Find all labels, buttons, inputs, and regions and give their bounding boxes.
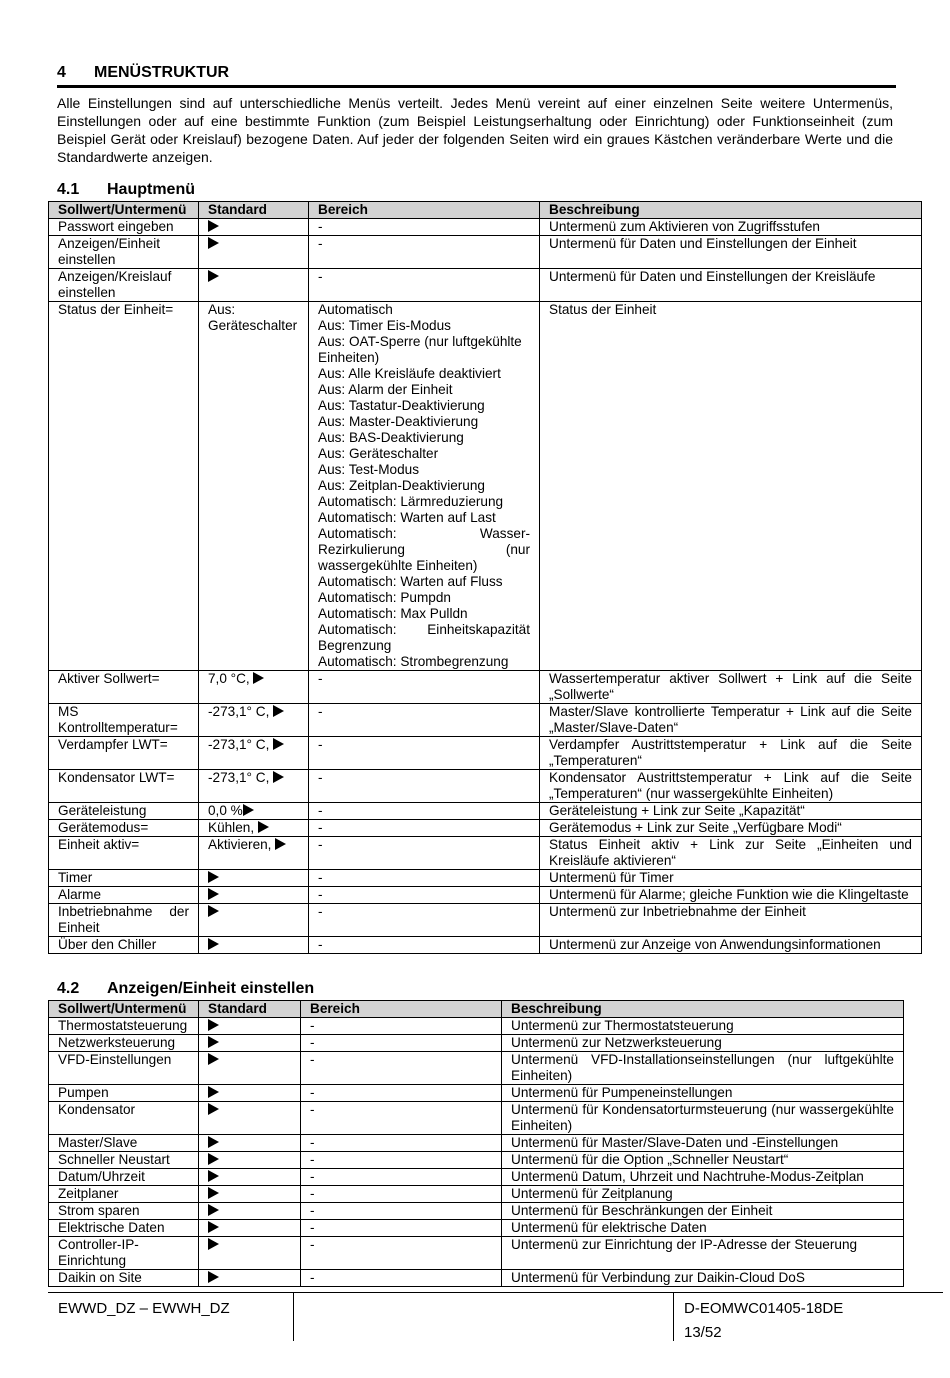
setting-name: Master/Slave xyxy=(49,1135,199,1152)
description: Untermenü für Pumpeneinstellungen xyxy=(502,1085,904,1102)
default-text: -273,1° C, xyxy=(208,770,274,785)
range-option: Automatisch: Einheitskapazität Begrenzung xyxy=(318,622,530,653)
table-row xyxy=(49,870,922,887)
table-row xyxy=(49,302,922,671)
range-value: - xyxy=(309,236,540,269)
default-value xyxy=(199,1270,301,1287)
range-value: - xyxy=(309,671,540,704)
table-row xyxy=(49,737,922,770)
setting-name: Strom sparen xyxy=(49,1203,199,1220)
range-option: Automatisch: Max Pulldn xyxy=(318,606,468,621)
table-row xyxy=(49,1152,904,1169)
setting-name: Über den Chiller xyxy=(49,937,199,954)
table-row xyxy=(49,269,922,302)
description: Gerätemodus + Link zur Seite „Verfügbare Modi“ xyxy=(540,820,922,837)
range-value: - xyxy=(301,1135,502,1152)
default-value xyxy=(199,904,309,937)
section-number: 4.1 xyxy=(57,181,80,198)
range-value: - xyxy=(309,219,540,236)
default-text: Aus: Geräteschalter xyxy=(208,302,298,333)
footer-page-number: 13/52 xyxy=(684,1324,722,1341)
setting-name: MS Kontrolltemperatur= xyxy=(49,704,199,737)
table-row xyxy=(49,1186,904,1203)
description: Untermenü für Beschränkungen der Einheit xyxy=(502,1203,904,1220)
description: Untermenü zum Aktivieren von Zugriffsstufen xyxy=(540,219,922,236)
description: Untermenü für Master/Slave-Daten und -Einstellungen xyxy=(502,1135,904,1152)
default-text: 7,0 °C, xyxy=(208,671,254,686)
range-option: Aus: Tastatur-Deaktivierung xyxy=(318,398,485,413)
table-row xyxy=(49,1270,904,1287)
section-title: Anzeigen/Einheit einstellen xyxy=(107,980,315,997)
default-value xyxy=(199,1102,301,1135)
default-value xyxy=(199,671,309,704)
col-header: Beschreibung xyxy=(540,202,922,219)
unit-settings-table xyxy=(48,1000,904,1287)
range-value: - xyxy=(301,1085,502,1102)
footer-divider xyxy=(673,1293,674,1341)
submenu-arrow-icon[interactable] xyxy=(208,1170,219,1182)
col-header: Sollwert/Untermenü xyxy=(49,1001,199,1018)
description: Untermenü zur Netzwerksteuerung xyxy=(502,1035,904,1052)
setting-name: Gerätemodus= xyxy=(49,820,199,837)
table-row xyxy=(49,671,922,704)
submenu-arrow-icon[interactable] xyxy=(258,821,269,833)
range-option: Aus: Test-Modus xyxy=(318,462,419,477)
description: Status Einheit aktiv + Link zur Seite „Einheiten und Kreisläufe aktivieren“ xyxy=(540,837,922,870)
setting-name: Aktiver Sollwert= xyxy=(49,671,199,704)
submenu-arrow-icon[interactable] xyxy=(208,220,219,232)
submenu-arrow-icon[interactable] xyxy=(208,905,219,917)
range-option: Aus: Geräteschalter xyxy=(318,446,439,461)
description: Untermenü für Timer xyxy=(540,870,922,887)
default-value xyxy=(199,1237,301,1270)
range-value: - xyxy=(309,904,540,937)
submenu-arrow-icon[interactable] xyxy=(208,1153,219,1165)
chapter-number: 4 xyxy=(57,64,66,81)
description: Untermenü für Zeitplanung xyxy=(502,1186,904,1203)
table-row xyxy=(49,1135,904,1152)
footer-model: EWWD_DZ – EWWH_DZ xyxy=(58,1300,230,1317)
table-row xyxy=(49,1102,904,1135)
submenu-arrow-icon[interactable] xyxy=(243,804,254,816)
submenu-arrow-icon[interactable] xyxy=(208,1036,219,1048)
range-value: - xyxy=(309,870,540,887)
range-option: Aus: Master-Deaktivierung xyxy=(318,414,479,429)
col-header: Standard xyxy=(199,202,309,219)
table-row xyxy=(49,887,922,904)
description: Untermenü zur Thermostatsteuerung xyxy=(502,1018,904,1035)
default-value xyxy=(199,236,309,269)
range-value: - xyxy=(301,1169,502,1186)
description: Untermenü für elektrische Daten xyxy=(502,1220,904,1237)
setting-name: Elektrische Daten xyxy=(49,1220,199,1237)
setting-name: Timer xyxy=(49,870,199,887)
description: Kondensator Austrittstemperatur + Link auf die Seite „Temperaturen“ (nur wassergekühlte Einheiten) xyxy=(540,770,922,803)
col-header: Bereich xyxy=(309,202,540,219)
setting-name: Inbetriebnahme der Einheit xyxy=(49,904,199,937)
description: Untermenü für Kondensatorturmsteuerung (nur wassergekühlte Einheiten) xyxy=(502,1102,904,1135)
table-row xyxy=(49,1018,904,1035)
table-row xyxy=(49,904,922,937)
submenu-arrow-icon[interactable] xyxy=(208,1086,219,1098)
range-value: - xyxy=(301,1270,502,1287)
default-value xyxy=(199,737,309,770)
default-text: Kühlen, xyxy=(208,820,258,835)
default-text: 0,0 % xyxy=(208,803,243,818)
description: Wassertemperatur aktiver Sollwert + Link auf die Seite „Sollwerte“ xyxy=(540,671,922,704)
submenu-arrow-icon[interactable] xyxy=(208,1019,219,1031)
description: Status der Einheit xyxy=(540,302,922,671)
range-option: Aus: OAT-Sperre (nur luftgekühlte Einheiten) xyxy=(318,334,522,365)
range-value: - xyxy=(301,1152,502,1169)
table-header-row xyxy=(49,1001,904,1018)
default-value xyxy=(199,1052,301,1085)
default-text: Aktivieren, xyxy=(208,837,276,852)
default-value xyxy=(199,302,309,671)
default-value xyxy=(199,704,309,737)
submenu-arrow-icon[interactable] xyxy=(208,1136,219,1148)
range-option: Aus: Timer Eis-Modus xyxy=(318,318,451,333)
submenu-arrow-icon[interactable] xyxy=(208,237,219,249)
submenu-arrow-icon[interactable] xyxy=(208,871,219,883)
default-value xyxy=(199,1152,301,1169)
range-value: - xyxy=(301,1035,502,1052)
table-row xyxy=(49,1035,904,1052)
submenu-arrow-icon[interactable] xyxy=(208,1204,219,1216)
default-text: -273,1° C, xyxy=(208,737,274,752)
range-value: - xyxy=(301,1052,502,1085)
default-value xyxy=(199,269,309,302)
table-row xyxy=(49,1085,904,1102)
default-value xyxy=(199,803,309,820)
table-row xyxy=(49,1169,904,1186)
range-option: Aus: BAS-Deaktivierung xyxy=(318,430,464,445)
range-option: Automatisch: Warten auf Last xyxy=(318,510,496,525)
submenu-arrow-icon[interactable] xyxy=(273,738,284,750)
default-value xyxy=(199,937,309,954)
range-value: - xyxy=(309,737,540,770)
col-header: Beschreibung xyxy=(502,1001,904,1018)
table-row xyxy=(49,1052,904,1085)
range-value: - xyxy=(309,803,540,820)
table-row xyxy=(49,1203,904,1220)
range-value: - xyxy=(309,887,540,904)
submenu-arrow-icon[interactable] xyxy=(208,1221,219,1233)
default-value xyxy=(199,1018,301,1035)
setting-name: Datum/Uhrzeit xyxy=(49,1169,199,1186)
setting-name: Controller-IP-Einrichtung xyxy=(49,1237,199,1270)
submenu-arrow-icon[interactable] xyxy=(273,705,284,717)
range-option: Aus: Alarm der Einheit xyxy=(318,382,453,397)
main-menu-table xyxy=(48,201,922,954)
page-footer xyxy=(48,1292,943,1343)
section-heading-4-1 xyxy=(57,181,195,199)
setting-name: Anzeigen/Einheit einstellen xyxy=(49,236,199,269)
default-value xyxy=(199,870,309,887)
submenu-arrow-icon[interactable] xyxy=(208,888,219,900)
range-value: - xyxy=(301,1102,502,1135)
range-value: - xyxy=(301,1237,502,1270)
description: Verdampfer Austrittstemperatur + Link auf die Seite „Temperaturen“ xyxy=(540,737,922,770)
setting-name: Pumpen xyxy=(49,1085,199,1102)
setting-name: Verdampfer LWT= xyxy=(49,737,199,770)
table-row xyxy=(49,820,922,837)
submenu-arrow-icon[interactable] xyxy=(208,1187,219,1199)
submenu-arrow-icon[interactable] xyxy=(208,938,219,950)
col-header: Sollwert/Untermenü xyxy=(49,202,199,219)
description: Untermenü VFD-Installationseinstellungen (nur luftgekühlte Einheiten) xyxy=(502,1052,904,1085)
intro-paragraph: Alle Einstellungen sind auf unterschiedliche Menüs verteilt. Jedes Menü vereint auf einer einzelnen Seite weitere Untermenüs, Einstellungen oder auf eine bestimmte Funktion (zum Beispiel Leistungserhaltung oder Einrichtung) oder Funktionseinheit (zum Beispiel Gerät oder Kreislauf) bezogene Daten. Auf jeder der folgenden Seiten wird ein graues Kästchen veränderbare Werte und die Standardwerte anzeigen. xyxy=(57,95,893,165)
range-value: - xyxy=(301,1186,502,1203)
range-value: - xyxy=(309,704,540,737)
table-row xyxy=(49,837,922,870)
table-row xyxy=(49,236,922,269)
default-text: -273,1° C, xyxy=(208,704,274,719)
setting-name: Kondensator LWT= xyxy=(49,770,199,803)
table-row xyxy=(49,1237,904,1270)
section-heading-4-2 xyxy=(57,980,314,998)
table-row xyxy=(49,1220,904,1237)
table-row xyxy=(49,937,922,954)
setting-name: Geräteleistung xyxy=(49,803,199,820)
description: Untermenü zur Inbetriebnahme der Einheit xyxy=(540,904,922,937)
range-value: - xyxy=(301,1018,502,1035)
range-option: Automatisch: Pumpdn xyxy=(318,590,451,605)
setting-name: Schneller Neustart xyxy=(49,1152,199,1169)
setting-name: Einheit aktiv= xyxy=(49,837,199,870)
description: Geräteleistung + Link zur Seite „Kapazität“ xyxy=(540,803,922,820)
range-option: Aus: Zeitplan-Deaktivierung xyxy=(318,478,485,493)
setting-name: Kondensator xyxy=(49,1102,199,1135)
chapter-heading xyxy=(57,64,896,88)
setting-name: Netzwerksteuerung xyxy=(49,1035,199,1052)
setting-name: Passwort eingeben xyxy=(49,219,199,236)
table-header-row xyxy=(49,202,922,219)
range-value: - xyxy=(301,1220,502,1237)
description: Untermenü für Alarme; gleiche Funktion wie die Klingeltaste xyxy=(540,887,922,904)
range-option: Aus: Alle Kreisläufe deaktiviert xyxy=(318,366,501,381)
range-value: - xyxy=(309,937,540,954)
range-option: Automatisch: Strombegrenzung xyxy=(318,654,509,669)
table-row xyxy=(49,219,922,236)
section-title: Hauptmenü xyxy=(107,181,195,198)
col-header: Standard xyxy=(199,1001,301,1018)
section-number: 4.2 xyxy=(57,980,80,997)
submenu-arrow-icon[interactable] xyxy=(208,1053,219,1065)
description: Untermenü zur Anzeige von Anwendungsinformationen xyxy=(540,937,922,954)
range-option: Automatisch xyxy=(318,302,393,317)
default-value xyxy=(199,1186,301,1203)
submenu-arrow-icon[interactable] xyxy=(275,838,286,850)
col-header: Bereich xyxy=(301,1001,502,1018)
submenu-arrow-icon[interactable] xyxy=(208,1238,219,1250)
setting-name: Zeitplaner xyxy=(49,1186,199,1203)
setting-name: Status der Einheit= xyxy=(49,302,199,671)
range-value: - xyxy=(309,770,540,803)
setting-name: Daikin on Site xyxy=(49,1270,199,1287)
setting-name: Anzeigen/Kreislauf einstellen xyxy=(49,269,199,302)
default-value xyxy=(199,820,309,837)
default-value xyxy=(199,1085,301,1102)
submenu-arrow-icon[interactable] xyxy=(273,771,284,783)
table-row xyxy=(49,704,922,737)
submenu-arrow-icon[interactable] xyxy=(208,1271,219,1283)
submenu-arrow-icon[interactable] xyxy=(208,1103,219,1115)
range-option: Automatisch: Wasser-Rezirkulierung (nur wassergekühlte Einheiten) xyxy=(318,526,530,573)
description: Untermenü zur Einrichtung der IP-Adresse der Steuerung xyxy=(502,1237,904,1270)
default-value xyxy=(199,837,309,870)
default-value xyxy=(199,219,309,236)
description: Untermenü Datum, Uhrzeit und Nachtruhe-Modus-Zeitplan xyxy=(502,1169,904,1186)
description: Master/Slave kontrollierte Temperatur + Link auf die Seite „Master/Slave-Daten“ xyxy=(540,704,922,737)
description: Untermenü für Daten und Einstellungen der Einheit xyxy=(540,236,922,269)
submenu-arrow-icon[interactable] xyxy=(208,270,219,282)
chapter-title: MENÜSTRUKTUR xyxy=(94,64,230,81)
range-value: - xyxy=(301,1203,502,1220)
default-value xyxy=(199,1169,301,1186)
range-value: - xyxy=(309,269,540,302)
setting-name: VFD-Einstellungen xyxy=(49,1052,199,1085)
default-value xyxy=(199,1135,301,1152)
setting-name: Alarme xyxy=(49,887,199,904)
description: Untermenü für die Option „Schneller Neustart“ xyxy=(502,1152,904,1169)
setting-name: Thermostatsteuerung xyxy=(49,1018,199,1035)
default-value xyxy=(199,887,309,904)
default-value xyxy=(199,770,309,803)
table-row xyxy=(49,770,922,803)
default-value xyxy=(199,1220,301,1237)
range-value xyxy=(309,302,540,671)
range-value: - xyxy=(309,837,540,870)
submenu-arrow-icon[interactable] xyxy=(253,672,264,684)
default-value xyxy=(199,1035,301,1052)
table-row xyxy=(49,803,922,820)
range-option: Automatisch: Lärmreduzierung xyxy=(318,494,504,509)
footer-doc-id: D-EOMWC01405-18DE xyxy=(684,1300,844,1317)
default-value xyxy=(199,1203,301,1220)
description: Untermenü für Daten und Einstellungen der Kreisläufe xyxy=(540,269,922,302)
range-value: - xyxy=(309,820,540,837)
description: Untermenü für Verbindung zur Daikin-Cloud DoS xyxy=(502,1270,904,1287)
range-option: Automatisch: Warten auf Fluss xyxy=(318,574,503,589)
footer-divider xyxy=(293,1293,294,1341)
